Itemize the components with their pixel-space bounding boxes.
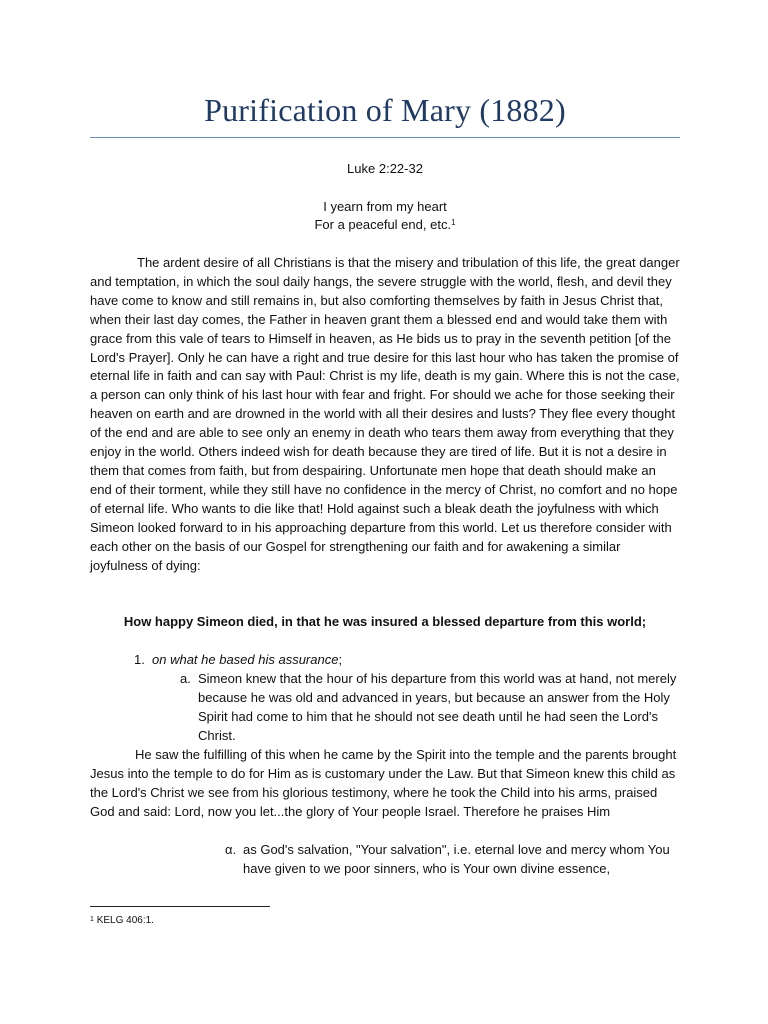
sub-point-a-text: Simeon knew that the hour of his departure from this world was at hand, not merely because he was old and advanced in years, but because an answer from the Holy Spirit had come to him that he should not see death until he had seen the Lord's Christ. (198, 671, 677, 743)
sub-point-a-letter: a. (180, 671, 191, 686)
point-1-italic: on what he based his assurance (152, 652, 339, 667)
epigraph-line-2 (90, 216, 680, 234)
title-underline (90, 137, 680, 138)
epigraph-line-2-text: For a peaceful end, etc. (314, 217, 452, 232)
point-1-trailing: ; (338, 652, 343, 667)
intro-paragraph: The ardent desire of all Christians is that the misery and tribulation of this life, the great danger and temptation, in which the soul daily hangs, the severe struggle with the world, flesh, and devil they have come to know and still remains in, but also comforting themselves by faith in Jesus Christ that, when their last day comes, the Father in heaven grant them a blessed end and would take them with grace from this vale of tears to Himself in heaven, as He bids us to pray in the seventh petition [of the Lord's Prayer]. Only he can have a right and true desire for this last hour who has taken the promise of eternal life in faith and can say with Paul: Christ is my life, death is my gain. Where this is not the case, a person can only think of his last hour with fear and fright. For should we ache for those seeking their heaven on earth and are drowned in the world with all their desires and lusts? They flee every thought of the end and are able to see only an enemy in death who tears them away from everything that they enjoy in the world. Others indeed wish for death because they are tired of life. But it is not a desire in them that comes from faith, but from despairing. Unfortunate men hope that death should make an end of their torment, while they still have no confidence in the mercy of Christ, no comfort and no hope of eternal life. Who wants to die like that! Hold against such a bleak death the joyfulness with which Simeon looked forward to in his approaching departure from this world. Let us therefore consider with each other on the basis of our Gospel for strengthening our faith and for awakening a similar joyfulness of dying: (90, 255, 680, 573)
footnote-mark: 1 (90, 916, 94, 923)
footnote-separator (90, 906, 270, 907)
second-paragraph: He saw the fulfilling of this when he came by the Spirit into the temple and the parents brought Jesus into the temple to do for Him as is customary under the Law. But that Simeon knew this child as the Lord's Christ we see from his glorious testimony, where he took the Child into his arms, praised God and said: Lord, now you let...the glory of Your people Israel. Therefore he praises Him (90, 747, 677, 819)
footnote-reference[interactable]: 1 (451, 218, 456, 227)
alpha-item-letter: α. (225, 842, 237, 857)
epigraph-line-1: I yearn from my heart (323, 199, 447, 214)
alpha-item-text: as God's salvation, "Your salvation", i.e. eternal love and mercy whom You have given to we poor sinners, who is Your own divine essence, (243, 842, 670, 876)
page-title: Purification of Mary (1882) (204, 92, 566, 128)
theme-heading: How happy Simeon died, in that he was insured a blessed departure from this world; (123, 614, 647, 629)
scripture-reference: Luke 2:22-32 (347, 161, 423, 176)
footnote (90, 914, 154, 928)
list-number-1: 1. (134, 652, 145, 667)
footnote-text: KELG 406:1. (96, 915, 154, 926)
point-1-text (152, 651, 342, 669)
